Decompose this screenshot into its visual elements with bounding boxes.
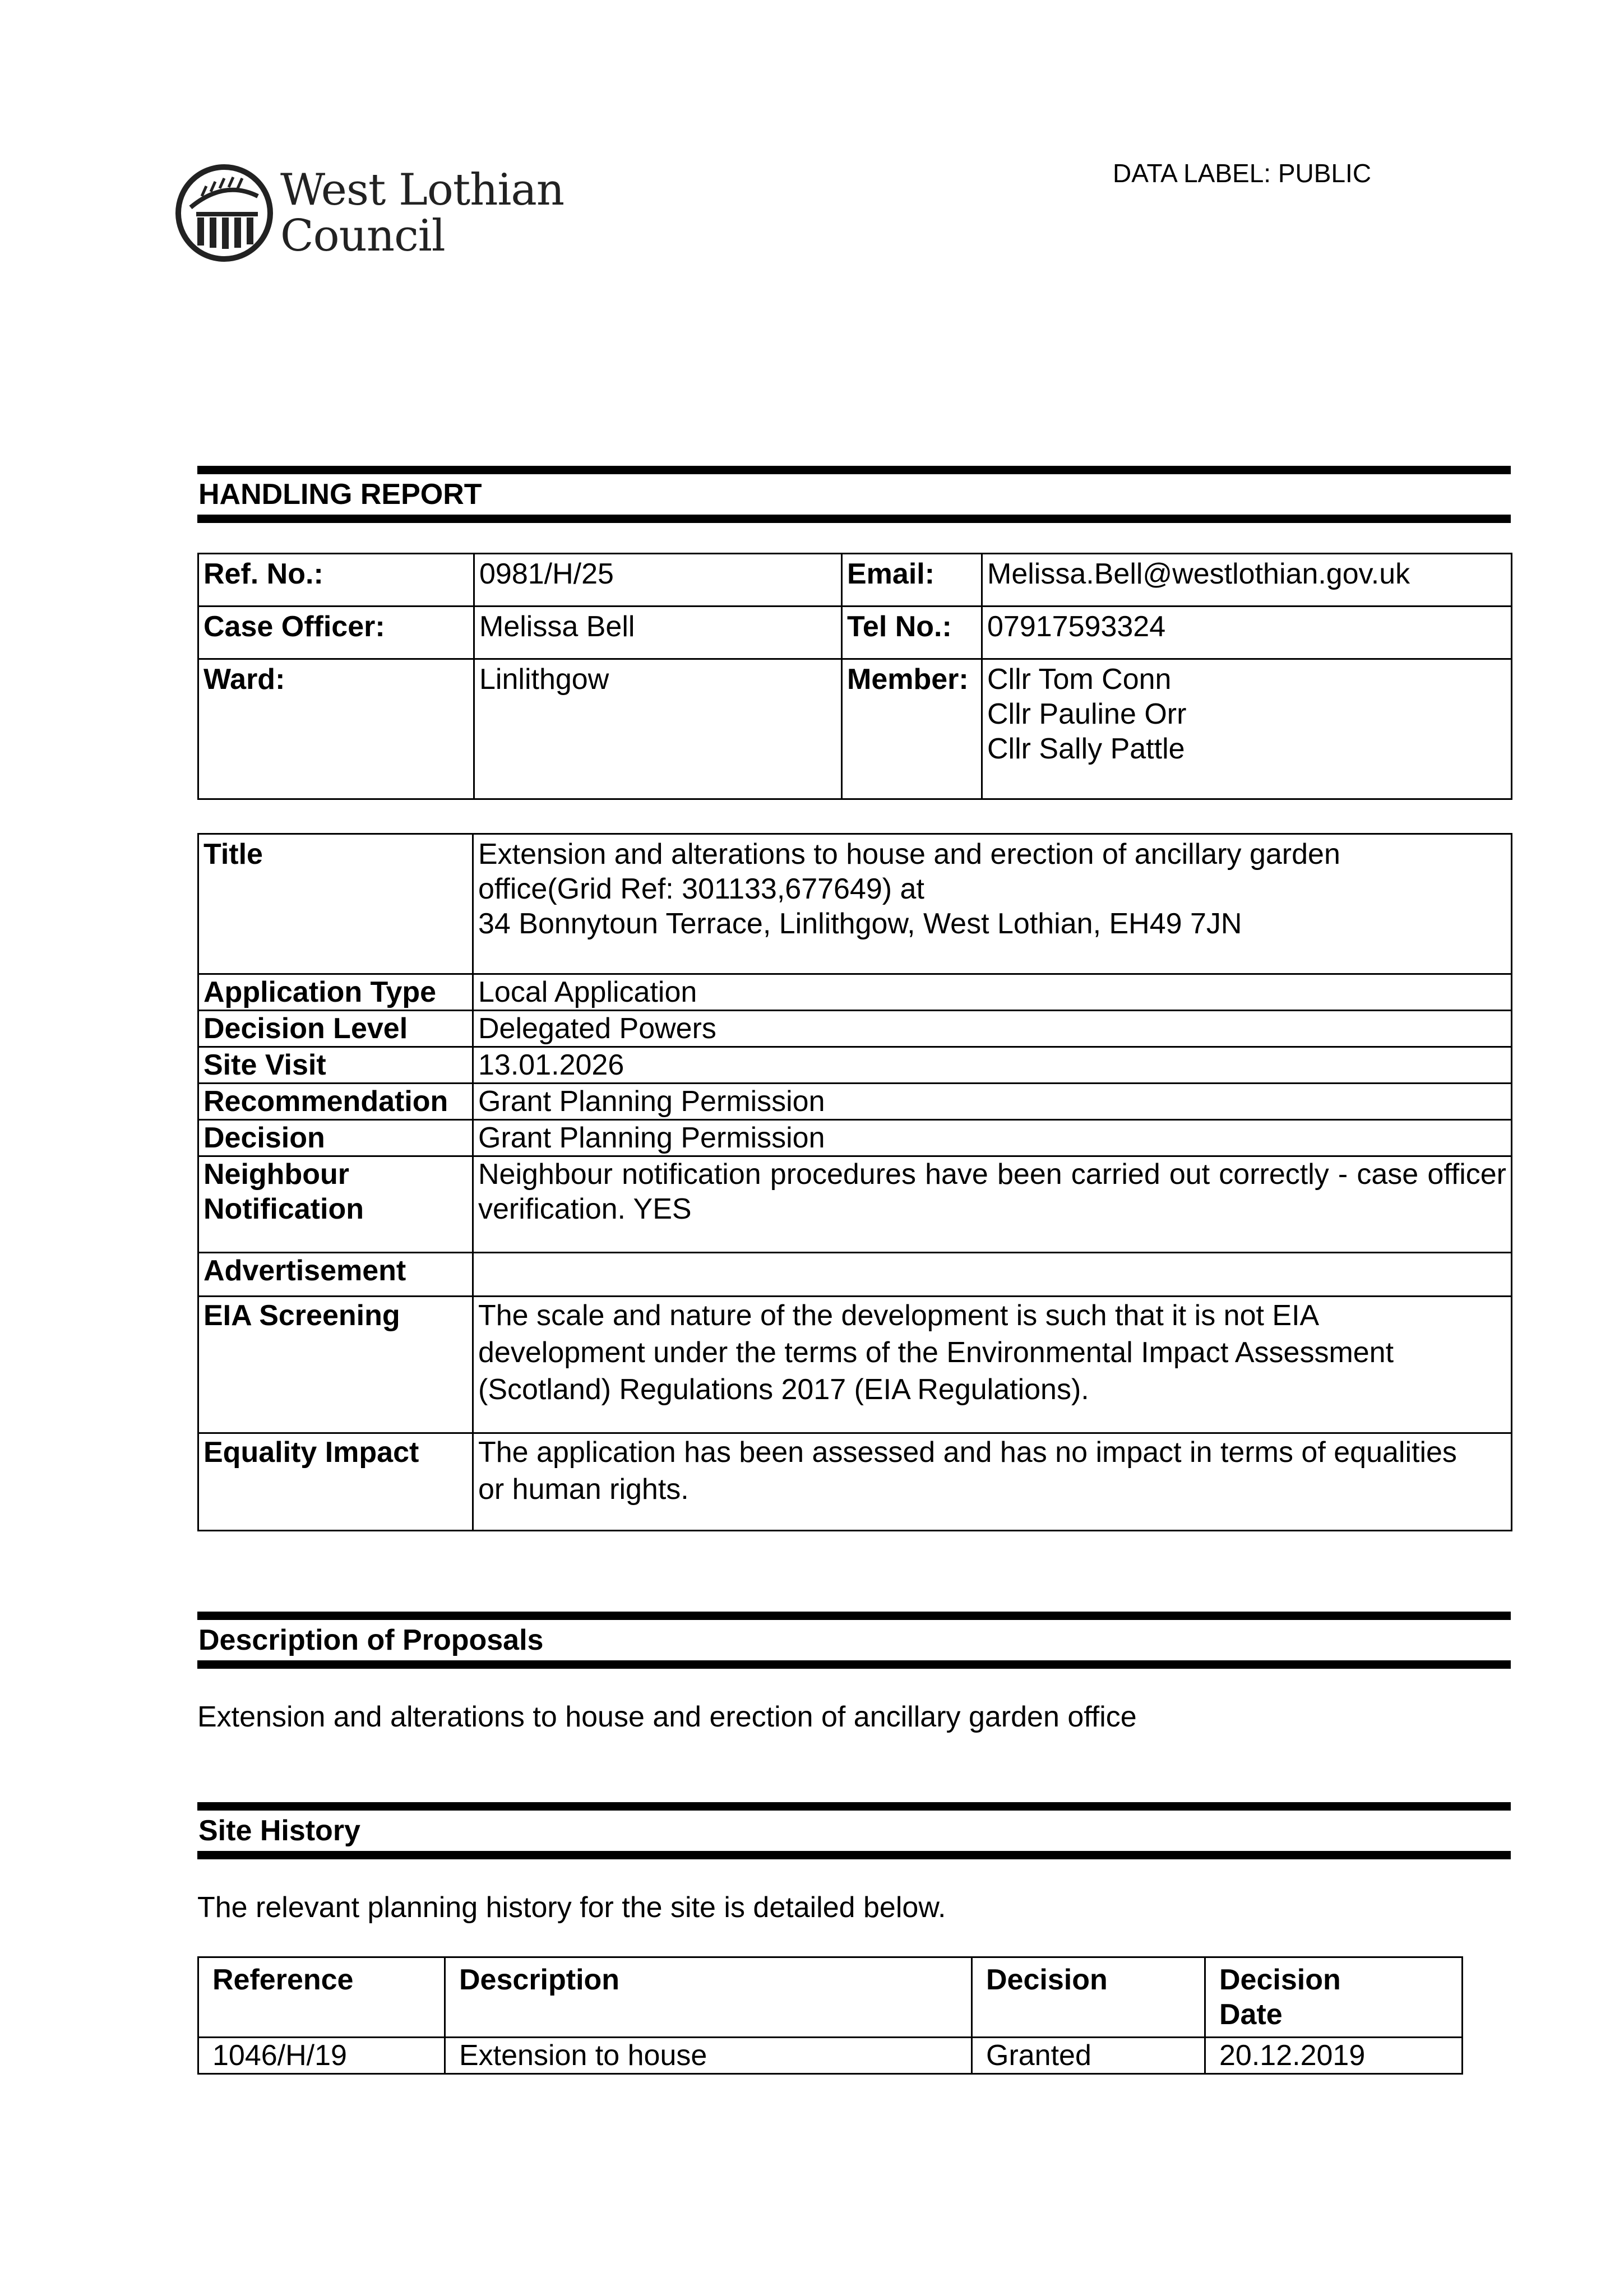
- history-reference: 1046/H/19: [198, 2038, 445, 2074]
- tel-label: Tel No.:: [842, 607, 982, 659]
- member-item: Cllr Pauline Orr: [987, 698, 1187, 730]
- council-logo: [174, 163, 566, 269]
- column-header-reference: Reference: [198, 1957, 445, 2038]
- history-description: Extension to house: [445, 2038, 972, 2074]
- advertisement-value: [473, 1253, 1512, 1297]
- title-label: Title: [198, 834, 473, 974]
- members-value: [982, 659, 1512, 799]
- site-visit-value: 13.01.2026: [473, 1047, 1512, 1084]
- neighbour-notification-value: Neighbour notification procedures have been carried out correctly - case officer verification. YES: [473, 1156, 1512, 1253]
- eia-line: development under the terms of the Environmental Impact Assessment: [478, 1336, 1394, 1369]
- equality-line: The application has been assessed and has no impact in terms of equalities: [478, 1436, 1457, 1469]
- logo-wordmark: [280, 167, 564, 259]
- table-row: [198, 2038, 1463, 2074]
- title-value: [473, 834, 1512, 974]
- ref-label: Ref. No.:: [198, 554, 474, 607]
- data-label: DATA LABEL: PUBLIC: [1113, 159, 1372, 188]
- table-row: [198, 974, 1512, 1011]
- decision-level-label: Decision Level: [198, 1011, 473, 1047]
- equality-impact-value: [473, 1433, 1512, 1531]
- header-line: Date: [1219, 1998, 1283, 2031]
- handling-report-header: [197, 466, 1511, 523]
- table-row: [198, 1253, 1512, 1297]
- case-info-table: [197, 553, 1512, 800]
- table-row: [198, 1084, 1512, 1120]
- table-row: [198, 554, 1512, 607]
- table-header-row: [198, 1957, 1463, 2038]
- site-visit-label: Site Visit: [198, 1047, 473, 1084]
- title-line: office(Grid Ref: 301133,677649) at: [478, 873, 924, 905]
- equality-line: or human rights.: [478, 1473, 689, 1506]
- table-row: [198, 607, 1512, 659]
- table-row: [198, 659, 1512, 799]
- officer-value: Melissa Bell: [474, 607, 842, 659]
- tel-value: 07917593324: [982, 607, 1512, 659]
- decision-level-value: Delegated Powers: [473, 1011, 1512, 1047]
- label-line: Neighbour: [203, 1158, 349, 1191]
- eia-line: (Scotland) Regulations 2017 (EIA Regulations).: [478, 1373, 1089, 1406]
- rule-top: [197, 1612, 1511, 1620]
- email-label: Email:: [842, 554, 982, 607]
- rule-bottom: [197, 515, 1511, 523]
- application-type-label: Application Type: [198, 974, 473, 1011]
- table-row: [198, 1297, 1512, 1433]
- ward-label: Ward:: [198, 659, 474, 799]
- decision-label: Decision: [198, 1120, 473, 1156]
- description-text: Extension and alterations to house and erection of ancillary garden office: [197, 1701, 1137, 1733]
- site-history-table: [197, 1956, 1463, 2075]
- eia-line: The scale and nature of the development is such that it is not EIA: [478, 1299, 1320, 1332]
- description-header: [197, 1612, 1511, 1669]
- email-value: Melissa.Bell@westlothian.gov.uk: [982, 554, 1512, 607]
- section-title: Site History: [198, 1814, 360, 1847]
- advertisement-label: Advertisement: [198, 1253, 473, 1297]
- rule-top: [197, 466, 1511, 474]
- title-line: Extension and alterations to house and erection of ancillary garden: [478, 838, 1340, 871]
- application-type-value: Local Application: [473, 974, 1512, 1011]
- eia-screening-label: EIA Screening: [198, 1297, 473, 1433]
- column-header-decision-date: [1205, 1957, 1463, 2038]
- label-line: Notification: [203, 1193, 364, 1225]
- site-history-intro: The relevant planning history for the site is detailed below.: [197, 1891, 946, 1924]
- table-row: [198, 1120, 1512, 1156]
- officer-label: Case Officer:: [198, 607, 474, 659]
- table-row: [198, 1011, 1512, 1047]
- rule-bottom: [197, 1660, 1511, 1669]
- rule-top: [197, 1802, 1511, 1811]
- member-item: Cllr Sally Pattle: [987, 733, 1185, 765]
- history-decision: Granted: [972, 2038, 1205, 2074]
- table-row: [198, 834, 1512, 974]
- column-header-description: Description: [445, 1957, 972, 2038]
- member-item: Cllr Tom Conn: [987, 663, 1172, 696]
- site-history-header: [197, 1802, 1511, 1859]
- application-details-table: [197, 833, 1512, 1531]
- table-row: [198, 1433, 1512, 1531]
- rule-bottom: [197, 1851, 1511, 1859]
- column-header-decision: Decision: [972, 1957, 1205, 2038]
- table-row: [198, 1047, 1512, 1084]
- equality-impact-label: Equality Impact: [198, 1433, 473, 1531]
- decision-value: Grant Planning Permission: [473, 1120, 1512, 1156]
- recommendation-label: Recommendation: [198, 1084, 473, 1120]
- table-row: [198, 1156, 1512, 1253]
- logo-line-2: Council: [280, 211, 445, 261]
- ward-value: Linlithgow: [474, 659, 842, 799]
- ref-value: 0981/H/25: [474, 554, 842, 607]
- neighbour-notification-label: [198, 1156, 473, 1253]
- header-line: Decision: [1219, 1964, 1341, 1996]
- section-title: HANDLING REPORT: [198, 478, 482, 511]
- recommendation-value: Grant Planning Permission: [473, 1084, 1512, 1120]
- viaduct-emblem-icon: [174, 163, 275, 263]
- logo-line-1: West Lothian: [280, 165, 565, 215]
- title-line: 34 Bonnytoun Terrace, Linlithgow, West Lothian, EH49 7JN: [478, 908, 1242, 940]
- history-date: 20.12.2019: [1205, 2038, 1463, 2074]
- member-label: Member:: [842, 659, 982, 799]
- section-title: Description of Proposals: [198, 1624, 544, 1656]
- eia-screening-value: [473, 1297, 1512, 1433]
